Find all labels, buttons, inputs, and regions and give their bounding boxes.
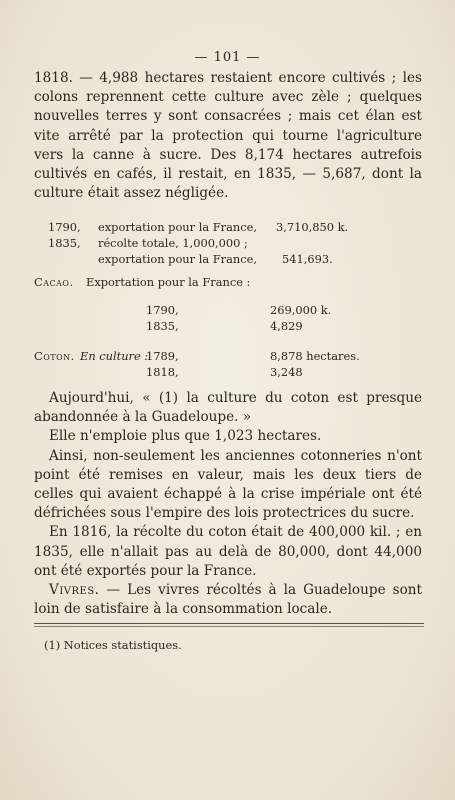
page-number: — 101 — <box>194 50 261 65</box>
paragraph-hectares: Elle n'emploie plus que 1,023 hectares. <box>49 428 322 445</box>
cacao-table <box>0 302 455 334</box>
footnote: (1) Notices statistiques. <box>44 638 182 652</box>
paragraph-recolte: En 1816, la récolte du coton était de 400,000 kil. ; en 1835, elle n'allait pas au delà de 80,000, dont 44,000 ont été exportés pour la France. <box>34 524 422 579</box>
cacao-value-1790: 269,000 k. <box>270 303 332 317</box>
cacao-text: Exportation pour la France : <box>86 275 251 289</box>
vivres-text: — Les vivres récoltés à la Guadeloupe sont loin de satisfaire à la consommation locale. <box>34 582 422 618</box>
footnote-rule <box>34 623 424 624</box>
paragraph-cotonneries: Ainsi, non-seulement les anciennes cotonneries n'ont point été remises en valeur, mais les deux tiers de celles qui avaient échappé à la crise impériale ont été défrichées sous l'empire des lois protectrices du sucre. <box>34 447 422 522</box>
coton-label: Coton. <box>34 349 75 363</box>
coton-value-1789: 8,878 hectares. <box>270 349 360 363</box>
cacao-row-1790 <box>0 302 455 318</box>
coton-sub: En culture : <box>80 349 149 363</box>
cafe-row-1835-total <box>48 235 428 251</box>
cacao-year-1790: 1790, <box>146 303 179 317</box>
cafe-desc-1835-export: exportation pour la France, <box>98 252 257 266</box>
body-text <box>34 389 422 619</box>
coton-value-1818: 3,248 <box>270 365 303 379</box>
coton-row-1789 <box>0 348 455 364</box>
cafe-table <box>48 219 428 267</box>
top-paragraph <box>34 69 422 203</box>
cafe-year-1790: 1790, <box>48 220 81 234</box>
cacao-label: Cacao. <box>34 275 74 289</box>
cacao-value-1835: 4,829 <box>270 319 303 333</box>
cacao-year-1835: 1835, <box>146 319 179 333</box>
coton-year-1818: 1818, <box>146 365 179 379</box>
coton-year-1789: 1789, <box>146 349 179 363</box>
cafe-value-1835: 541,693. <box>282 252 333 266</box>
paragraph-vivres <box>34 581 422 619</box>
cafe-row-1790 <box>48 219 428 235</box>
cacao-row-1835 <box>0 318 455 334</box>
cafe-value-1790: 3,710,850 k. <box>276 220 349 234</box>
cafe-desc-1835-total: récolte totale, 1,000,000 ; <box>98 236 248 250</box>
cafe-row-1835-export <box>48 251 428 267</box>
cafe-year-1835: 1835, <box>48 236 81 250</box>
cacao-heading <box>34 274 424 290</box>
coton-row-1818 <box>0 364 455 380</box>
cafe-desc-1790: exportation pour la France, <box>98 220 257 234</box>
paragraph-cafe-history: 1818. — 4,988 hectares restaient encore cultivés ; les colons reprennent cette culture avec zèle ; quelques nouvelles terres y sont consacrées ; mais cet élan est vite arrêté par la protection qui tourne l'agriculture vers la canne à sucre. Des 8,174 hectares autrefois cultivés en cafés, il restait, en 1835, — 5,687, dont la culture était assez négligée. <box>34 70 422 202</box>
vivres-label: Vivres. <box>49 582 100 599</box>
footnote-rule-secondary <box>34 626 424 627</box>
paragraph-coton-abandon: Aujourd'hui, « (1) la culture du coton est presque abandonnée à la Guadeloupe. » <box>34 390 422 426</box>
coton-table <box>0 348 455 380</box>
